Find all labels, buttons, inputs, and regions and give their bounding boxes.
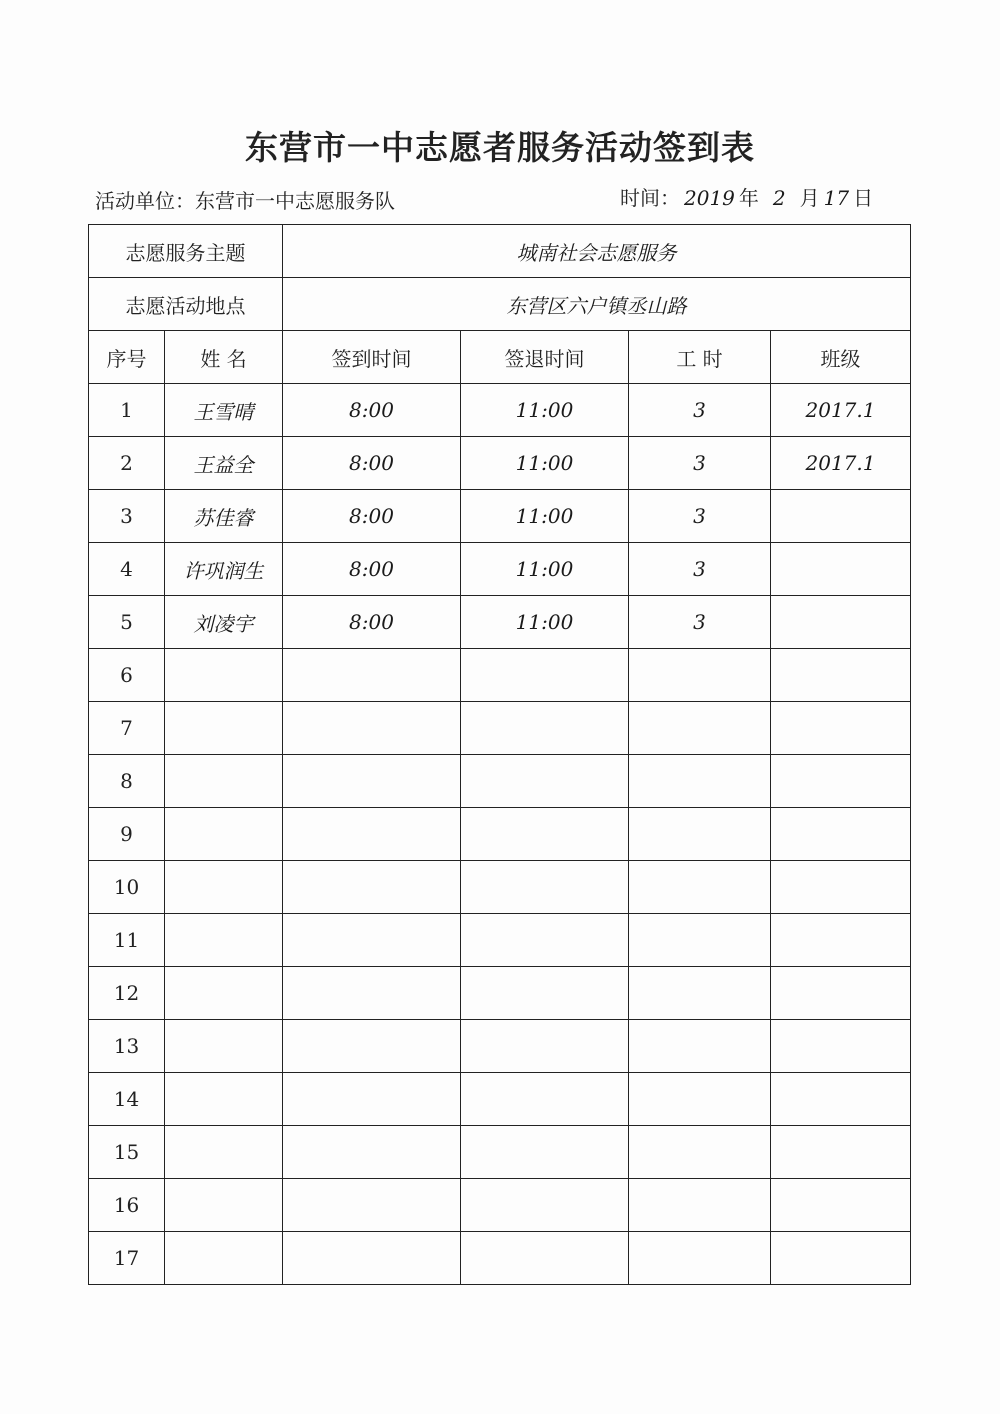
row-number: 13 xyxy=(89,1020,165,1073)
sign-in-time xyxy=(283,702,461,755)
row-number: 1 xyxy=(89,384,165,437)
class-name xyxy=(771,914,911,967)
row-number: 5 xyxy=(89,596,165,649)
volunteer-name: 苏佳睿 xyxy=(165,490,283,543)
sign-in-time xyxy=(283,808,461,861)
class-name: 2017.1 xyxy=(771,437,911,490)
row-number: 7 xyxy=(89,702,165,755)
row-number: 3 xyxy=(89,490,165,543)
work-hours: 3 xyxy=(629,384,771,437)
sign-in-time xyxy=(283,1126,461,1179)
sign-in-time: 8:00 xyxy=(283,490,461,543)
work-hours xyxy=(629,755,771,808)
work-hours xyxy=(629,1073,771,1126)
date-day: 17 xyxy=(823,186,850,210)
row-number: 10 xyxy=(89,861,165,914)
row-number: 4 xyxy=(89,543,165,596)
date-month-suffix: 月 xyxy=(799,186,820,210)
work-hours xyxy=(629,1232,771,1285)
sign-in-time xyxy=(283,967,461,1020)
sign-out-time xyxy=(461,649,629,702)
header-sign-in-time: 签到时间 xyxy=(283,331,461,384)
sign-in-time: 8:00 xyxy=(283,596,461,649)
row-number: 16 xyxy=(89,1179,165,1232)
place-label: 志愿活动地点 xyxy=(89,278,283,331)
row-number: 12 xyxy=(89,967,165,1020)
header-name: 姓 名 xyxy=(165,331,283,384)
row-number: 9 xyxy=(89,808,165,861)
sign-out-time xyxy=(461,967,629,1020)
class-name xyxy=(771,702,911,755)
work-hours xyxy=(629,1126,771,1179)
header-sign-out-time: 签退时间 xyxy=(461,331,629,384)
volunteer-name xyxy=(165,755,283,808)
class-name xyxy=(771,490,911,543)
work-hours xyxy=(629,967,771,1020)
sign-out-time xyxy=(461,1073,629,1126)
sign-out-time xyxy=(461,1232,629,1285)
sign-in-time: 8:00 xyxy=(283,437,461,490)
volunteer-name xyxy=(165,914,283,967)
work-hours: 3 xyxy=(629,543,771,596)
class-name xyxy=(771,1073,911,1126)
sign-out-time: 11:00 xyxy=(461,437,629,490)
table-row xyxy=(89,649,911,702)
table-row xyxy=(89,1073,911,1126)
volunteer-name xyxy=(165,702,283,755)
work-hours xyxy=(629,808,771,861)
theme-value: 城南社会志愿服务 xyxy=(283,225,911,278)
sign-out-time xyxy=(461,808,629,861)
table-row xyxy=(89,596,911,649)
table-row xyxy=(89,914,911,967)
class-name: 2017.1 xyxy=(771,384,911,437)
volunteer-name xyxy=(165,1179,283,1232)
class-name xyxy=(771,649,911,702)
activity-unit xyxy=(95,185,395,214)
table-row xyxy=(89,967,911,1020)
volunteer-name xyxy=(165,808,283,861)
volunteer-name xyxy=(165,649,283,702)
volunteer-name: 王雪晴 xyxy=(165,384,283,437)
sign-out-time xyxy=(461,1126,629,1179)
activity-unit-value: 东营市一中志愿服务队 xyxy=(195,189,395,213)
class-name xyxy=(771,1020,911,1073)
table-row xyxy=(89,808,911,861)
volunteer-name xyxy=(165,861,283,914)
header-row xyxy=(89,331,911,384)
volunteer-name: 刘凌宇 xyxy=(165,596,283,649)
activity-unit-label: 活动单位： xyxy=(95,189,195,213)
volunteer-name xyxy=(165,1020,283,1073)
activity-date xyxy=(620,182,873,211)
sign-out-time xyxy=(461,1020,629,1073)
sign-out-time: 11:00 xyxy=(461,490,629,543)
class-name xyxy=(771,596,911,649)
volunteer-name xyxy=(165,1232,283,1285)
date-year: 2019 xyxy=(684,186,735,210)
date-year-suffix: 年 xyxy=(738,186,759,210)
header-class: 班级 xyxy=(771,331,911,384)
row-number: 15 xyxy=(89,1126,165,1179)
sign-out-time xyxy=(461,1179,629,1232)
sign-out-time xyxy=(461,914,629,967)
class-name xyxy=(771,1232,911,1285)
volunteer-name xyxy=(165,1073,283,1126)
sign-out-time xyxy=(461,861,629,914)
date-month: 2 xyxy=(772,186,786,210)
work-hours: 3 xyxy=(629,490,771,543)
table-row xyxy=(89,1126,911,1179)
work-hours xyxy=(629,702,771,755)
row-number: 8 xyxy=(89,755,165,808)
row-number: 17 xyxy=(89,1232,165,1285)
table-row xyxy=(89,490,911,543)
class-name xyxy=(771,543,911,596)
place-row xyxy=(89,278,911,331)
sign-in-time xyxy=(283,1020,461,1073)
volunteer-name: 王益全 xyxy=(165,437,283,490)
sign-out-time: 11:00 xyxy=(461,543,629,596)
volunteer-name xyxy=(165,1126,283,1179)
sign-in-time xyxy=(283,1232,461,1285)
volunteer-name xyxy=(165,967,283,1020)
sign-in-time xyxy=(283,755,461,808)
theme-row xyxy=(89,225,911,278)
sign-in-table xyxy=(88,224,911,1285)
class-name xyxy=(771,1126,911,1179)
class-name xyxy=(771,1179,911,1232)
work-hours xyxy=(629,861,771,914)
work-hours: 3 xyxy=(629,596,771,649)
sign-out-time: 11:00 xyxy=(461,384,629,437)
sign-in-time xyxy=(283,1073,461,1126)
work-hours: 3 xyxy=(629,437,771,490)
table-row xyxy=(89,384,911,437)
sign-out-time xyxy=(461,702,629,755)
work-hours xyxy=(629,1020,771,1073)
class-name xyxy=(771,967,911,1020)
sign-in-time xyxy=(283,649,461,702)
sign-out-time xyxy=(461,755,629,808)
row-number: 11 xyxy=(89,914,165,967)
header-no: 序号 xyxy=(89,331,165,384)
class-name xyxy=(771,861,911,914)
page-title: 东营市一中志愿者服务活动签到表 xyxy=(245,128,755,167)
row-number: 14 xyxy=(89,1073,165,1126)
work-hours xyxy=(629,1179,771,1232)
theme-label: 志愿服务主题 xyxy=(89,225,283,278)
sign-in-time: 8:00 xyxy=(283,384,461,437)
table-row xyxy=(89,543,911,596)
sign-in-time xyxy=(283,1179,461,1232)
work-hours xyxy=(629,649,771,702)
sign-in-time xyxy=(283,861,461,914)
sign-in-time xyxy=(283,914,461,967)
volunteer-name: 许巩润生 xyxy=(165,543,283,596)
table-row xyxy=(89,1232,911,1285)
table-row xyxy=(89,755,911,808)
sign-out-time: 11:00 xyxy=(461,596,629,649)
table-row xyxy=(89,437,911,490)
table-row xyxy=(89,1020,911,1073)
table-row xyxy=(89,702,911,755)
place-value: 东营区六户镇丞山路 xyxy=(283,278,911,331)
row-number: 6 xyxy=(89,649,165,702)
row-number: 2 xyxy=(89,437,165,490)
table-row xyxy=(89,861,911,914)
date-day-suffix: 日 xyxy=(853,186,874,210)
sign-in-time: 8:00 xyxy=(283,543,461,596)
work-hours xyxy=(629,914,771,967)
date-label: 时间： xyxy=(620,186,680,210)
header-hours: 工 时 xyxy=(629,331,771,384)
class-name xyxy=(771,755,911,808)
table-row xyxy=(89,1179,911,1232)
class-name xyxy=(771,808,911,861)
